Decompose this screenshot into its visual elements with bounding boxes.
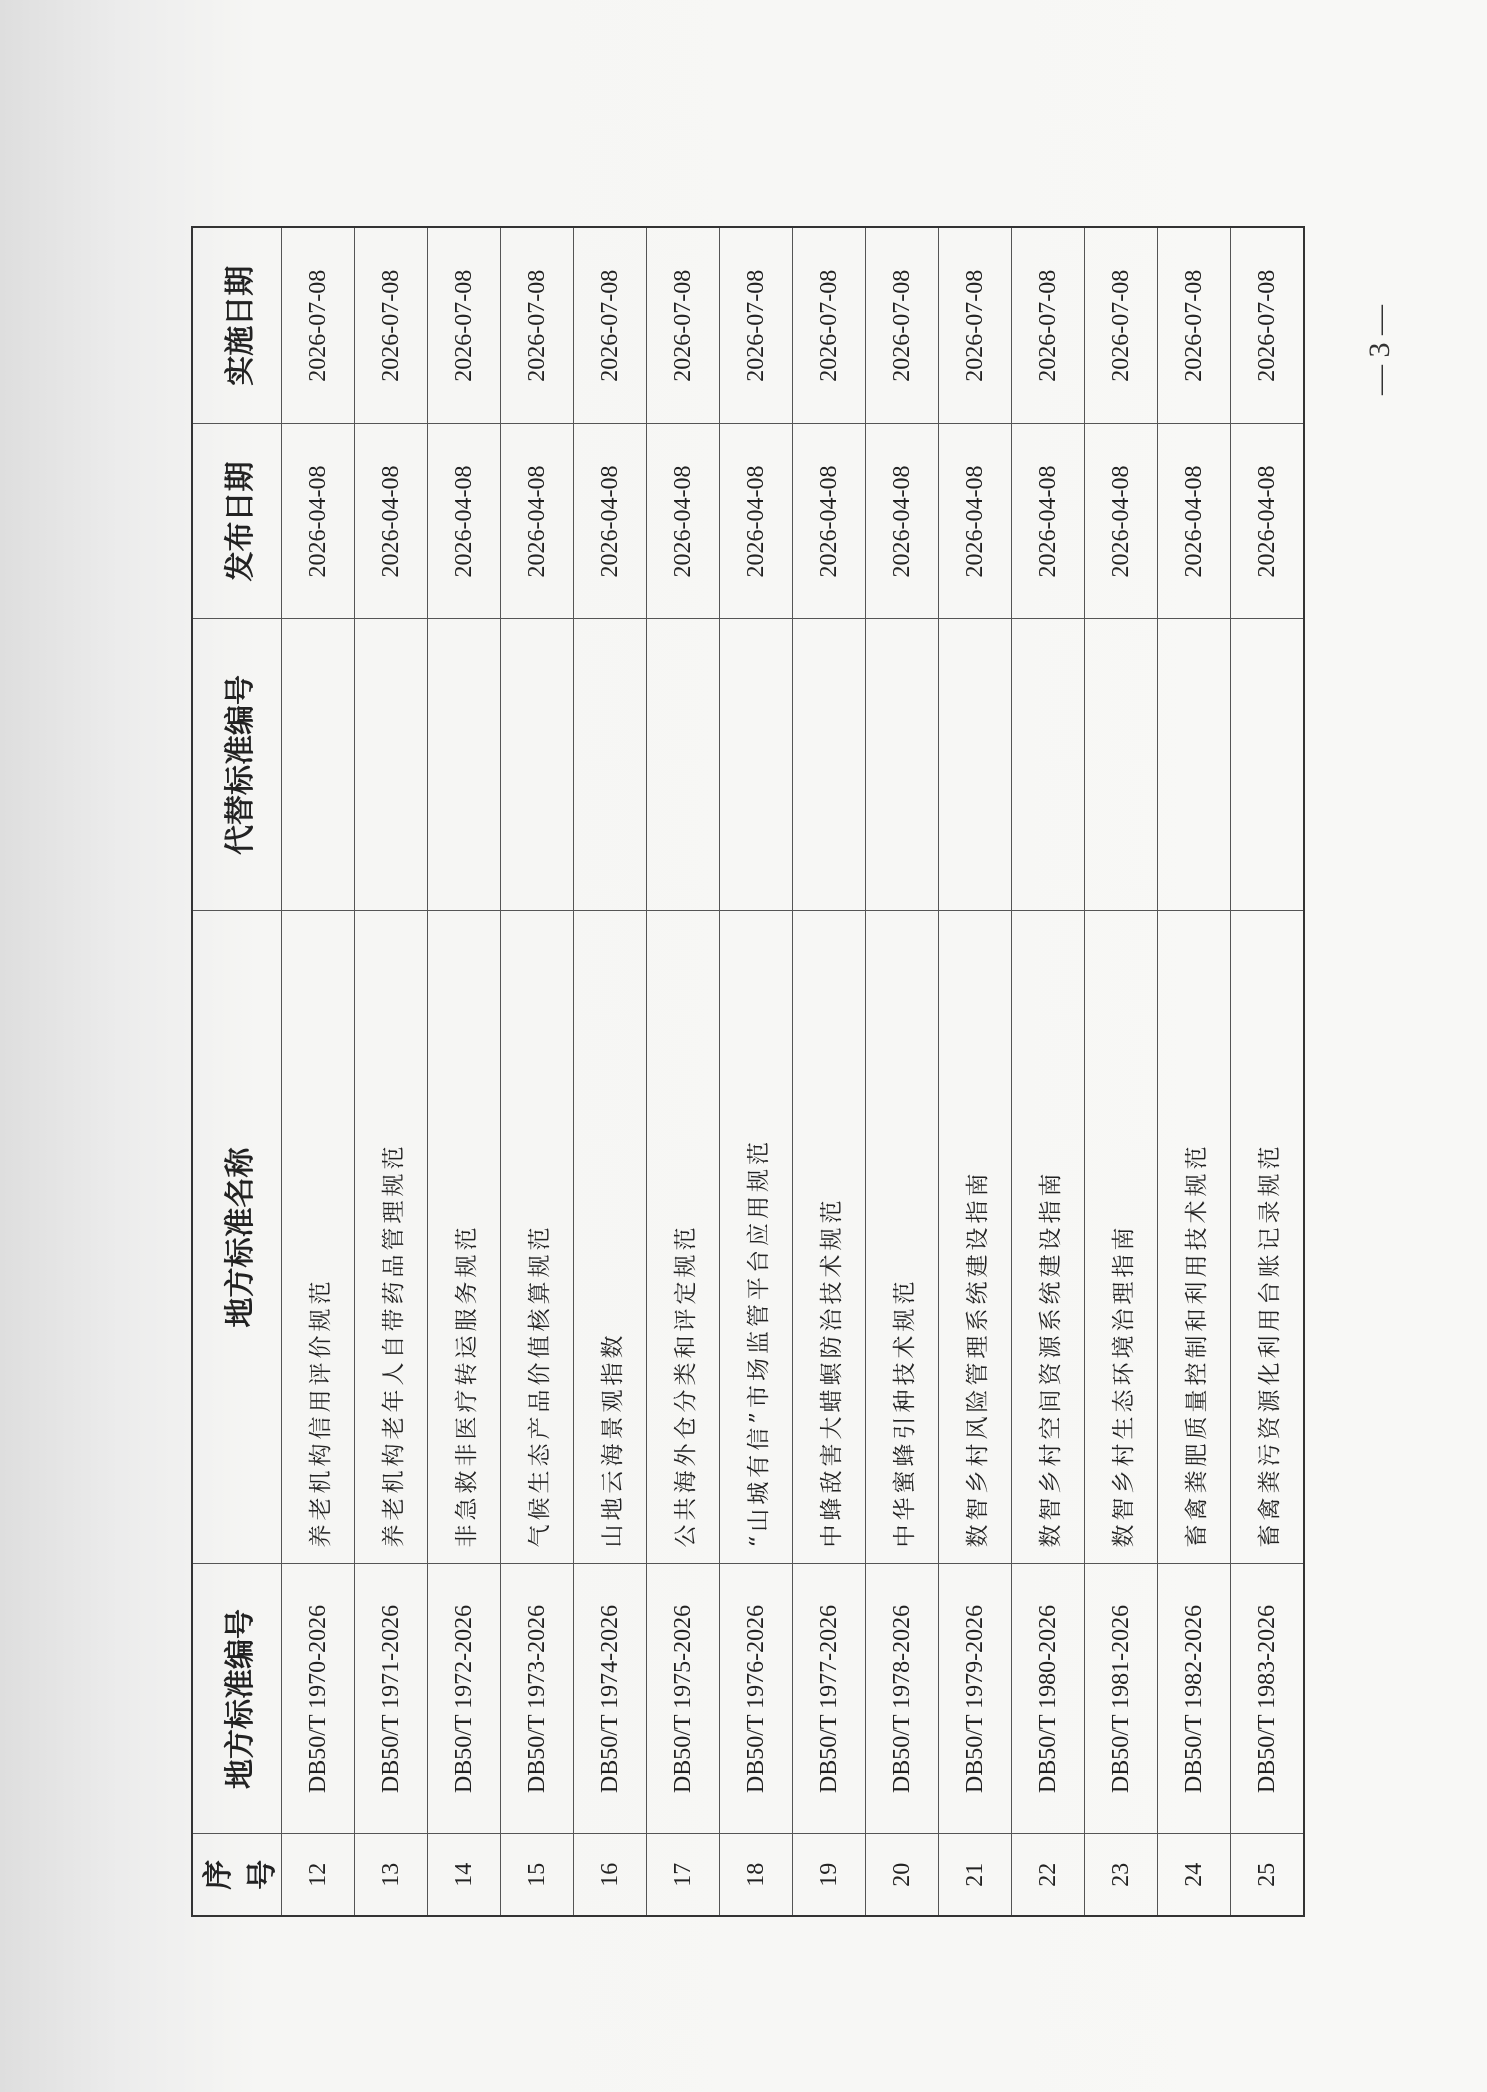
cell-publish-date: 2026-04-08 — [1158, 424, 1231, 619]
cell-seq: 16 — [574, 1834, 647, 1916]
cell-replace — [939, 619, 1012, 911]
table-row — [428, 227, 501, 1916]
rotated-table-frame — [191, 228, 1283, 1917]
cell-publish-date: 2026-04-08 — [720, 424, 793, 619]
cell-name: 畜禽粪肥质量控制和利用技术规范 — [1158, 911, 1231, 1564]
cell-code: DB50/T 1976-2026 — [720, 1564, 793, 1834]
cell-publish-date: 2026-04-08 — [647, 424, 720, 619]
cell-publish-date: 2026-04-08 — [1085, 424, 1158, 619]
cell-implement-date: 2026-07-08 — [866, 227, 939, 424]
cell-seq: 24 — [1158, 1834, 1231, 1916]
cell-code: DB50/T 1970-2026 — [282, 1564, 355, 1834]
table-row — [939, 227, 1012, 1916]
cell-name: 气候生态产品价值核算规范 — [501, 911, 574, 1564]
table-row — [866, 227, 939, 1916]
cell-replace — [282, 619, 355, 911]
table-row — [720, 227, 793, 1916]
cell-implement-date: 2026-07-08 — [1231, 227, 1305, 424]
cell-replace — [574, 619, 647, 911]
cell-publish-date: 2026-04-08 — [1231, 424, 1305, 619]
cell-replace — [793, 619, 866, 911]
cell-name: 公共海外仓分类和评定规范 — [647, 911, 720, 1564]
standards-table — [191, 226, 1305, 1917]
table-row — [1158, 227, 1231, 1916]
cell-publish-date: 2026-04-08 — [574, 424, 647, 619]
cell-code: DB50/T 1983-2026 — [1231, 1564, 1305, 1834]
cell-implement-date: 2026-07-08 — [720, 227, 793, 424]
cell-implement-date: 2026-07-08 — [428, 227, 501, 424]
cell-code: DB50/T 1977-2026 — [793, 1564, 866, 1834]
table-row — [1085, 227, 1158, 1916]
header-implement-date: 实施日期 — [192, 227, 282, 424]
cell-implement-date: 2026-07-08 — [1158, 227, 1231, 424]
header-name: 地方标准名称 — [192, 911, 282, 1564]
cell-seq: 25 — [1231, 1834, 1305, 1916]
cell-replace — [647, 619, 720, 911]
cell-name: 山地云海景观指数 — [574, 911, 647, 1564]
cell-name: 数智乡村空间资源系统建设指南 — [1012, 911, 1085, 1564]
cell-name: 中华蜜蜂引种技术规范 — [866, 911, 939, 1564]
table-row — [282, 227, 355, 1916]
cell-replace — [501, 619, 574, 911]
cell-implement-date: 2026-07-08 — [647, 227, 720, 424]
table-row — [574, 227, 647, 1916]
cell-implement-date: 2026-07-08 — [1085, 227, 1158, 424]
cell-code: DB50/T 1979-2026 — [939, 1564, 1012, 1834]
standards-table-container — [191, 228, 1283, 1917]
cell-seq: 21 — [939, 1834, 1012, 1916]
cell-seq: 19 — [793, 1834, 866, 1916]
cell-code: DB50/T 1971-2026 — [355, 1564, 428, 1834]
cell-replace — [1158, 619, 1231, 911]
cell-publish-date: 2026-04-08 — [282, 424, 355, 619]
cell-publish-date: 2026-04-08 — [866, 424, 939, 619]
cell-name: 养老机构老年人自带药品管理规范 — [355, 911, 428, 1564]
cell-replace — [428, 619, 501, 911]
cell-implement-date: 2026-07-08 — [282, 227, 355, 424]
cell-seq: 23 — [1085, 1834, 1158, 1916]
cell-publish-date: 2026-04-08 — [793, 424, 866, 619]
cell-implement-date: 2026-07-08 — [355, 227, 428, 424]
cell-code: DB50/T 1982-2026 — [1158, 1564, 1231, 1834]
page-number-container — [1350, 260, 1410, 440]
cell-code: DB50/T 1973-2026 — [501, 1564, 574, 1834]
cell-implement-date: 2026-07-08 — [939, 227, 1012, 424]
cell-code: DB50/T 1980-2026 — [1012, 1564, 1085, 1834]
cell-seq: 22 — [1012, 1834, 1085, 1916]
cell-seq: 12 — [282, 1834, 355, 1916]
header-seq: 序号 — [192, 1834, 282, 1916]
header-code: 地方标准编号 — [192, 1564, 282, 1834]
cell-name: 非急救非医疗转运服务规范 — [428, 911, 501, 1564]
cell-seq: 15 — [501, 1834, 574, 1916]
cell-code: DB50/T 1978-2026 — [866, 1564, 939, 1834]
cell-implement-date: 2026-07-08 — [574, 227, 647, 424]
table-row — [647, 227, 720, 1916]
cell-replace — [1231, 619, 1305, 911]
cell-code: DB50/T 1974-2026 — [574, 1564, 647, 1834]
cell-name: 养老机构信用评价规范 — [282, 911, 355, 1564]
cell-publish-date: 2026-04-08 — [428, 424, 501, 619]
table-row — [501, 227, 574, 1916]
cell-seq: 17 — [647, 1834, 720, 1916]
cell-code: DB50/T 1975-2026 — [647, 1564, 720, 1834]
cell-publish-date: 2026-04-08 — [355, 424, 428, 619]
cell-publish-date: 2026-04-08 — [939, 424, 1012, 619]
table-header-row — [192, 227, 282, 1916]
header-publish-date: 发布日期 — [192, 424, 282, 619]
page-number: — 3 — — [1363, 305, 1396, 395]
cell-implement-date: 2026-07-08 — [1012, 227, 1085, 424]
cell-replace — [1012, 619, 1085, 911]
cell-publish-date: 2026-04-08 — [501, 424, 574, 619]
cell-name: “山城有信”市场监管平台应用规范 — [720, 911, 793, 1564]
cell-publish-date: 2026-04-08 — [1012, 424, 1085, 619]
header-replace: 代替标准编号 — [192, 619, 282, 911]
cell-seq: 13 — [355, 1834, 428, 1916]
cell-code: DB50/T 1981-2026 — [1085, 1564, 1158, 1834]
cell-replace — [1085, 619, 1158, 911]
table-row — [1012, 227, 1085, 1916]
cell-implement-date: 2026-07-08 — [501, 227, 574, 424]
cell-name: 数智乡村生态环境治理指南 — [1085, 911, 1158, 1564]
cell-replace — [866, 619, 939, 911]
cell-seq: 20 — [866, 1834, 939, 1916]
cell-replace — [355, 619, 428, 911]
cell-name: 数智乡村风险管理系统建设指南 — [939, 911, 1012, 1564]
cell-seq: 18 — [720, 1834, 793, 1916]
cell-replace — [720, 619, 793, 911]
table-row — [1231, 227, 1305, 1916]
cell-name: 中蜂敌害大蜡螟防治技术规范 — [793, 911, 866, 1564]
cell-code: DB50/T 1972-2026 — [428, 1564, 501, 1834]
cell-name: 畜禽粪污资源化利用台账记录规范 — [1231, 911, 1305, 1564]
table-row — [355, 227, 428, 1916]
cell-implement-date: 2026-07-08 — [793, 227, 866, 424]
table-row — [793, 227, 866, 1916]
cell-seq: 14 — [428, 1834, 501, 1916]
